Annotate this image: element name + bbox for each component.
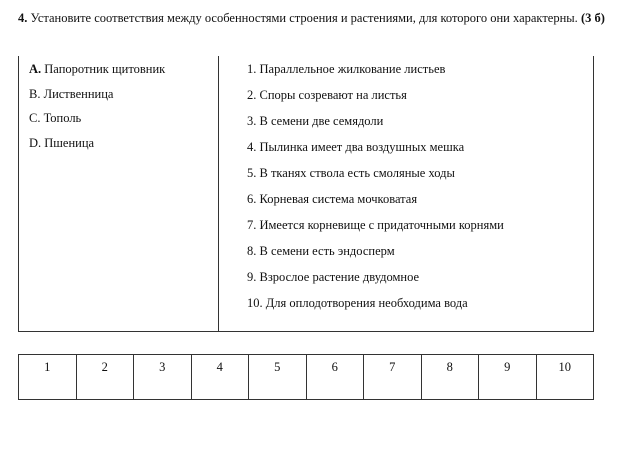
feature-item: 7. Имеется корневище с придаточными корнями [247, 218, 504, 232]
answer-cell[interactable]: 6 [307, 355, 365, 399]
question-number: 4. [18, 11, 28, 25]
features-column [247, 61, 587, 321]
answer-cell[interactable]: 8 [422, 355, 480, 399]
answer-cell[interactable]: 2 [77, 355, 135, 399]
plant-letter: C. [29, 111, 41, 125]
plant-item-b [29, 86, 214, 111]
feature-item: 9. Взрослое растение двудомное [247, 270, 420, 284]
plant-item-d [29, 135, 214, 160]
feature-item: 6. Корневая система мочковатая [247, 192, 418, 206]
feature-item: 1. Параллельное жилкование листьев [247, 62, 446, 76]
answer-cell[interactable]: 5 [249, 355, 307, 399]
plant-name: Тополь [43, 111, 82, 125]
plant-name: Пшеница [44, 135, 95, 150]
question-body: Установите соответствия между особенностями строения и растениями, для которого они характерны. [30, 11, 578, 25]
plant-name: Лиственница [43, 86, 114, 101]
feature-item: 3. В семени две семядоли [247, 114, 384, 128]
matching-table [18, 56, 594, 332]
table-divider [218, 56, 219, 331]
question-points: (3 б) [580, 11, 605, 25]
feature-item: 8. В семени есть эндосперм [247, 244, 395, 258]
plant-name: Папоротник щитовник [44, 62, 166, 76]
question-text [18, 8, 628, 29]
answer-cell[interactable]: 7 [364, 355, 422, 399]
feature-item: 2. Споры созревают на листья [247, 88, 407, 102]
plant-letter: A. [29, 62, 42, 76]
answer-cell[interactable]: 9 [479, 355, 537, 399]
answer-grid [18, 354, 594, 400]
feature-item: 5. В тканях ствола есть смоляные ходы [247, 166, 455, 180]
plant-item-c [29, 110, 214, 135]
feature-item: 10. Для оплодотворения необходима вода [247, 296, 468, 310]
answer-cell[interactable]: 10 [537, 355, 595, 399]
feature-item: 4. Пылинка имеет два воздушных мешка [247, 140, 465, 154]
plant-letter: D. [29, 135, 42, 150]
plants-column [29, 61, 214, 159]
plant-item-a [29, 61, 214, 86]
plant-letter: B. [29, 86, 41, 101]
answer-cell[interactable]: 1 [19, 355, 77, 399]
answer-cell[interactable]: 4 [192, 355, 250, 399]
answer-cell[interactable]: 3 [134, 355, 192, 399]
